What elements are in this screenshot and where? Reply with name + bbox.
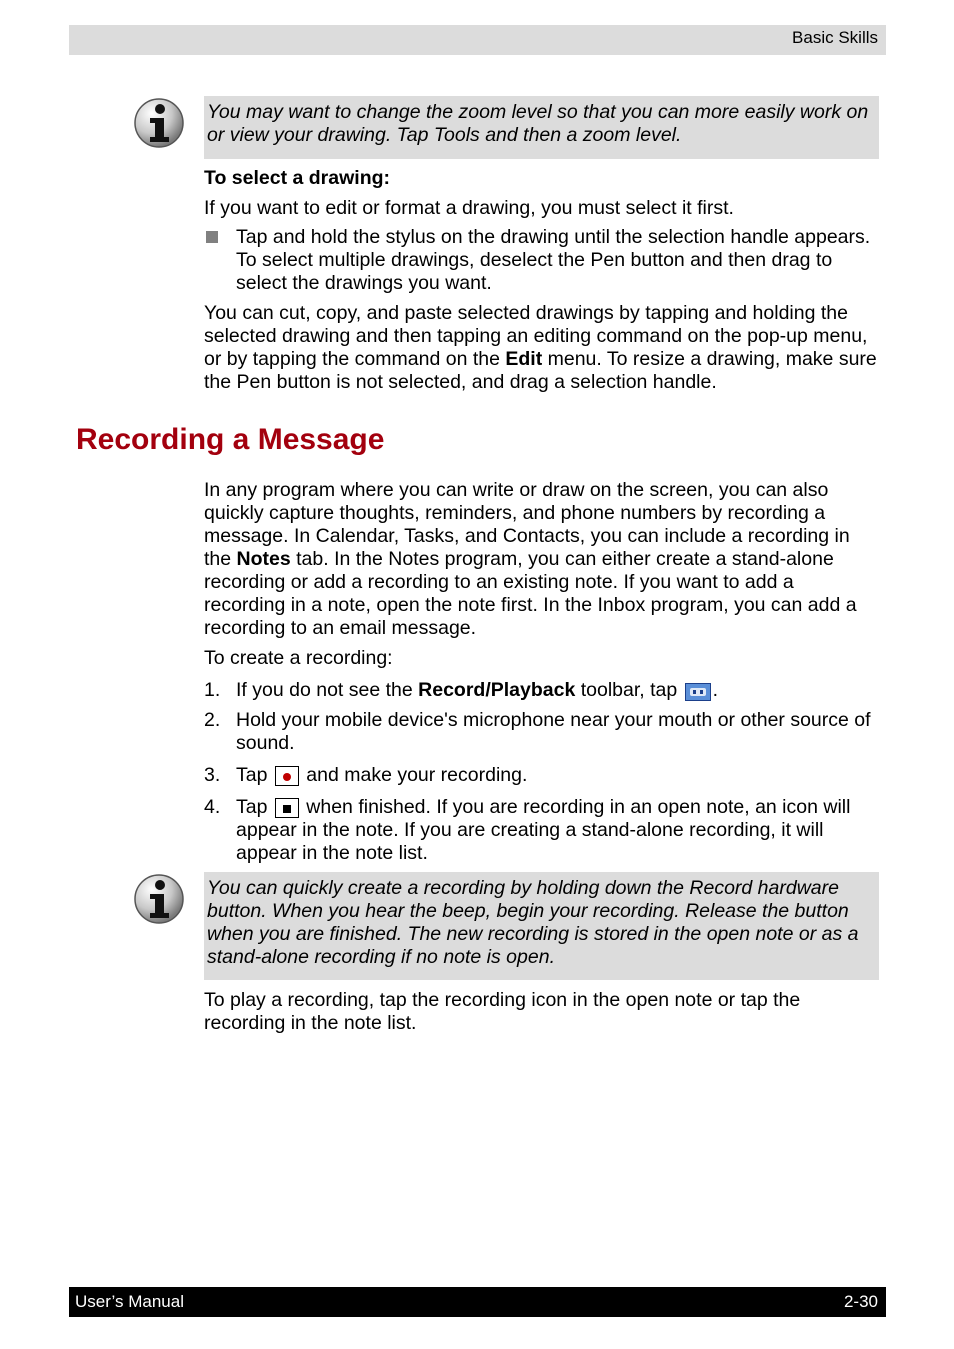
header-section-title: Basic Skills bbox=[792, 28, 878, 47]
paragraph: To play a recording, tap the recording icon in the open note or tap the recording in the note list. bbox=[204, 989, 801, 1034]
step-number: 3. bbox=[204, 764, 221, 786]
step-item bbox=[204, 709, 879, 755]
text-run: Tap bbox=[236, 764, 273, 786]
recording-section bbox=[204, 479, 879, 865]
subheading: To select a drawing: bbox=[204, 167, 391, 189]
bullet-text: Tap and hold the stylus on the drawing until the selection handle appears. To select multiple drawings, deselect the Pen button and then drag to select the drawings you want. bbox=[236, 226, 871, 294]
note-text: You may want to change the zoom level so that you can more easily work on or view your drawing. Tap Tools and then a zoom level. bbox=[207, 101, 869, 146]
text-run: Hold your mobile device's microphone near your mouth or other source of sound. bbox=[236, 709, 871, 754]
page-footer bbox=[69, 1287, 886, 1317]
note-box bbox=[204, 872, 879, 980]
text-run: In any program where you can write or draw on the screen, you can also quickly capture thoughts, reminders, and phone numbers by recording a message. In Calendar, Tasks, and Contacts, you can include a recording in the bbox=[204, 479, 850, 570]
step-item bbox=[204, 796, 879, 865]
bold-run: Notes bbox=[236, 548, 291, 570]
text-run: toolbar, tap bbox=[575, 679, 683, 701]
step-item bbox=[204, 764, 879, 787]
footer-manual-label: User’s Manual bbox=[75, 1292, 184, 1311]
step-number: 4. bbox=[204, 796, 221, 818]
page-header bbox=[69, 25, 886, 55]
bullet-item bbox=[204, 226, 879, 295]
note-box bbox=[204, 96, 879, 159]
section-title: Recording a Message bbox=[76, 423, 385, 456]
select-drawing-section bbox=[204, 167, 879, 394]
paragraph: To create a recording: bbox=[204, 647, 393, 669]
record-icon bbox=[275, 766, 299, 786]
text-run: menu. To resize a drawing, make sure the Pen button is not selected, and drag a selection handle. bbox=[204, 348, 877, 393]
bold-run: Edit bbox=[505, 348, 543, 370]
info-icon bbox=[133, 873, 185, 925]
text-run: when finished. If you are recording in an open note, an icon will appear in the note. If you are creating a stand-alone recording, it will appear in the note list. bbox=[236, 796, 851, 864]
paragraph bbox=[204, 479, 879, 640]
play-section bbox=[204, 989, 879, 1035]
text-run: If you do not see the bbox=[236, 679, 419, 701]
text-run: tab. In the Notes program, you can either create a stand-alone recording or add a recording to an existing note. If you want to add a recording in a note, open the note first. In the Inbox program, you can add a recording to an email message. bbox=[204, 548, 857, 639]
record-playback-toolbar-icon bbox=[685, 683, 711, 701]
text-run: and make your recording. bbox=[306, 764, 528, 786]
text-run: . bbox=[712, 679, 719, 701]
paragraph: If you want to edit or format a drawing, you must select it first. bbox=[204, 197, 734, 219]
stop-icon bbox=[275, 798, 299, 818]
info-icon bbox=[133, 97, 185, 149]
text-run: You can cut, copy, and paste selected drawings by tapping and holding the selected drawing and then tapping an editing command on the pop-up menu, or by tapping the command on the bbox=[204, 302, 868, 370]
page-number: 2-30 bbox=[843, 1292, 878, 1311]
bullet-square-icon bbox=[206, 231, 218, 243]
note-text: You can quickly create a recording by holding down the Record hardware button. When you hear the beep, begin your recording. Release the button when you are finished. The new recording is stored in the open note or as a stand-alone recording if no note is open. bbox=[207, 877, 859, 968]
step-number: 1. bbox=[204, 679, 221, 701]
bold-run: Record/Playback bbox=[418, 679, 576, 701]
step-number: 2. bbox=[204, 709, 221, 731]
step-item bbox=[204, 679, 879, 702]
text-run: Tap bbox=[236, 796, 273, 818]
paragraph bbox=[204, 302, 879, 394]
